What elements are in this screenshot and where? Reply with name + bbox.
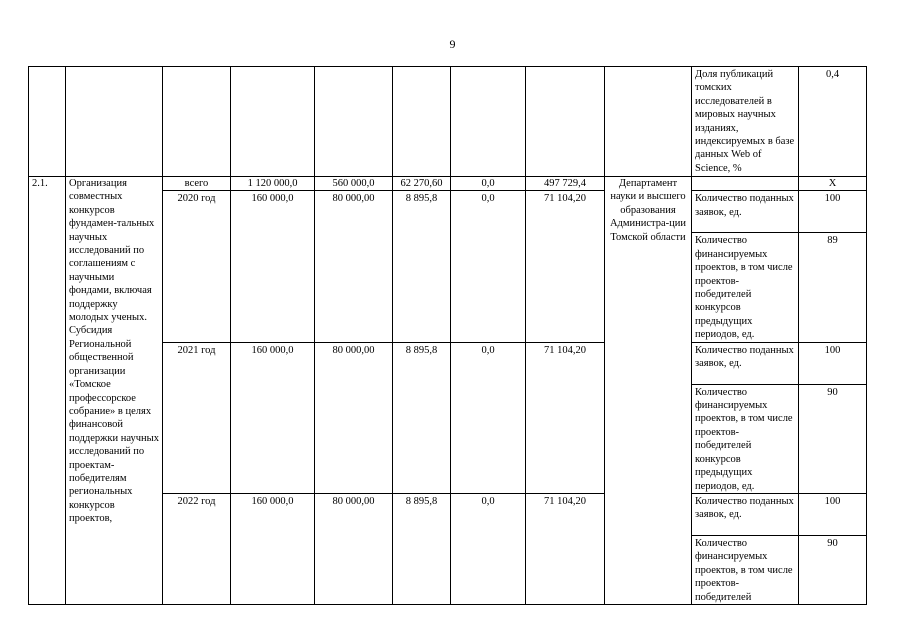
regional-amount: 62 270,60 xyxy=(393,177,451,191)
indicator-name: Количество поданных заявок, ед. xyxy=(692,493,799,535)
table-row xyxy=(29,177,867,191)
indicator-value: 100 xyxy=(799,493,867,535)
indicator-name: Количество поданных заявок, ед. xyxy=(692,191,799,233)
total-amount: 1 120 000,0 xyxy=(231,177,315,191)
local-amount: 0,0 xyxy=(451,493,526,604)
indicator-name: Количество финансируемых проектов, в том числе проектов-победителей конкурсов предыдущих периодов, ед. xyxy=(692,233,799,342)
local-amount: 0,0 xyxy=(451,191,526,342)
indicator-value: 100 xyxy=(799,191,867,233)
indicator-value: 89 xyxy=(799,233,867,342)
indicator-name: Количество финансируемых проектов, в том числе проектов-победителей xyxy=(692,535,799,604)
empty-cell xyxy=(66,67,163,177)
total-amount: 160 000,0 xyxy=(231,493,315,604)
total-amount: 160 000,0 xyxy=(231,342,315,493)
empty-cell xyxy=(231,67,315,177)
regional-amount: 8 895,8 xyxy=(393,342,451,493)
other-amount: 71 104,20 xyxy=(526,191,605,342)
federal-amount: 80 000,00 xyxy=(315,342,393,493)
other-amount: 71 104,20 xyxy=(526,342,605,493)
indicator-value: 0,4 xyxy=(799,67,867,177)
item-number: 2.1. xyxy=(29,177,66,605)
table-row xyxy=(29,67,867,177)
regional-amount: 8 895,8 xyxy=(393,191,451,342)
responsible-agency: Департамент науки и высшего образования Администра-ции Томской области xyxy=(605,177,692,605)
other-amount: 71 104,20 xyxy=(526,493,605,604)
empty-cell xyxy=(526,67,605,177)
empty-cell xyxy=(393,67,451,177)
local-amount: 0,0 xyxy=(451,342,526,493)
period-cell: всего xyxy=(163,177,231,191)
indicator-value: 90 xyxy=(799,384,867,493)
indicator-value: Х xyxy=(799,177,867,191)
empty-cell xyxy=(163,67,231,177)
period-cell: 2020 год xyxy=(163,191,231,342)
page-number: 9 xyxy=(449,37,456,51)
empty-cell xyxy=(692,177,799,191)
period-cell: 2021 год xyxy=(163,342,231,493)
regional-amount: 8 895,8 xyxy=(393,493,451,604)
period-cell: 2022 год xyxy=(163,493,231,604)
indicator-value: 90 xyxy=(799,535,867,604)
local-amount: 0,0 xyxy=(451,177,526,191)
federal-amount: 560 000,0 xyxy=(315,177,393,191)
federal-amount: 80 000,00 xyxy=(315,191,393,342)
indicator-name: Количество финансируемых проектов, в том числе проектов-победителей конкурсов предыдущих периодов, ед. xyxy=(692,384,799,493)
other-amount: 497 729,4 xyxy=(526,177,605,191)
federal-amount: 80 000,00 xyxy=(315,493,393,604)
total-amount: 160 000,0 xyxy=(231,191,315,342)
empty-cell xyxy=(451,67,526,177)
empty-cell xyxy=(605,67,692,177)
indicator-name: Количество поданных заявок, ед. xyxy=(692,342,799,384)
item-description: Организация совместных конкурсов фундамен-тальных научных исследований по соглашениям с научными фондами, включая поддержку молодых ученых. Субсидия Региональной общественной организации «Томское профессорское собрание» в целях финансовой поддержки научных исследований по проектам-победителям региональных конкурсов проектов, xyxy=(66,177,163,605)
indicator-value: 100 xyxy=(799,342,867,384)
indicator-name: Доля публикаций томских исследователей в мировых научных изданиях, индексируемых в базе данных Web of Science, % xyxy=(692,67,799,177)
empty-cell xyxy=(29,67,66,177)
budget-table xyxy=(28,66,867,605)
empty-cell xyxy=(315,67,393,177)
